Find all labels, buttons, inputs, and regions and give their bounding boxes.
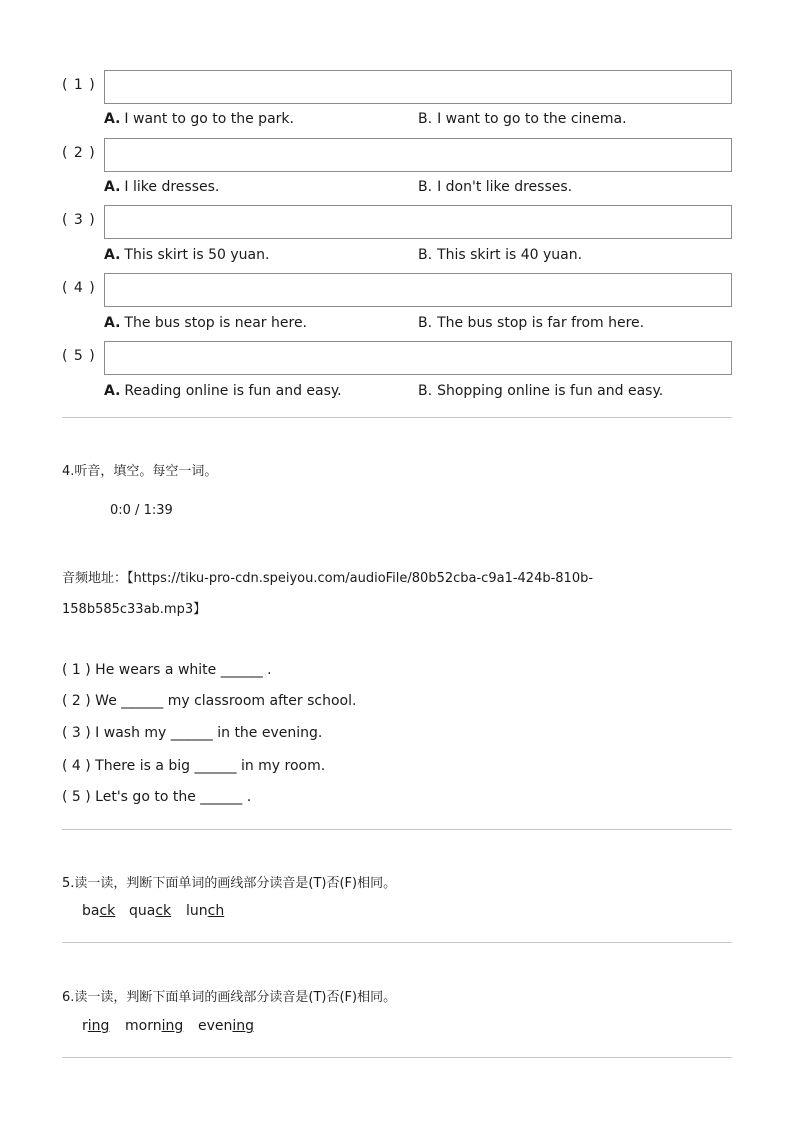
section-divider <box>62 417 732 418</box>
section-divider <box>62 942 732 943</box>
option-a[interactable]: A. This skirt is 50 yuan. <box>104 247 270 263</box>
audio-url[interactable]: 音频地址：【https://tiku-pro-cdn.speiyou.com/audioFile/80b52cba-c9a1-424b-810b- <box>62 571 594 586</box>
option-b[interactable]: B. I don't like dresses. <box>418 179 573 195</box>
option-b[interactable]: B. The bus stop is far from here. <box>418 315 645 331</box>
option-b[interactable]: B. Shopping online is fun and easy. <box>418 383 664 399</box>
word-evening: evening <box>198 1018 255 1034</box>
answer-box[interactable] <box>104 138 732 172</box>
question-number: ( 1 ) <box>62 77 96 93</box>
answer-box[interactable] <box>104 70 732 104</box>
word-lunch: lunch <box>186 903 225 919</box>
question-number: ( 3 ) <box>62 212 96 228</box>
section-5-title: 5.读一读，判断下面单词的画线部分读音是(T)否(F)相同。 <box>62 876 397 891</box>
question-number: ( 5 ) <box>62 348 96 364</box>
word-morning: morning <box>125 1018 184 1034</box>
option-a[interactable]: A. The bus stop is near here. <box>104 315 308 331</box>
fill-item-5: ( 5 ) Let's go to the ______ . <box>62 789 252 805</box>
audio-player-time[interactable]: 0:0 / 1:39 <box>110 503 173 518</box>
fill-item-2: ( 2 ) We ______ my classroom after school. <box>62 693 357 709</box>
section-6-title: 6.读一读，判断下面单词的画线部分读音是(T)否(F)相同。 <box>62 990 397 1005</box>
option-a[interactable]: A. I want to go to the park. <box>104 111 294 127</box>
word-back: back <box>82 903 116 919</box>
fill-item-1: ( 1 ) He wears a white ______ . <box>62 662 272 678</box>
section-divider <box>62 829 732 830</box>
fill-item-3: ( 3 ) I wash my ______ in the evening. <box>62 725 323 741</box>
question-number: ( 4 ) <box>62 280 96 296</box>
section-divider <box>62 1057 732 1058</box>
option-a[interactable]: A. I like dresses. <box>104 179 220 195</box>
word-quack: quack <box>129 903 172 919</box>
option-a[interactable]: A. Reading online is fun and easy. <box>104 383 342 399</box>
section-4-title: 4.听音，填空。每空一词。 <box>62 464 218 479</box>
question-number: ( 2 ) <box>62 145 96 161</box>
answer-box[interactable] <box>104 205 732 239</box>
answer-box[interactable] <box>104 273 732 307</box>
option-b[interactable]: B. I want to go to the cinema. <box>418 111 627 127</box>
audio-url-continued[interactable]: 158b585c33ab.mp3】 <box>62 602 207 617</box>
fill-item-4: ( 4 ) There is a big ______ in my room. <box>62 758 326 774</box>
option-b[interactable]: B. This skirt is 40 yuan. <box>418 247 583 263</box>
word-ring: ring <box>82 1018 110 1034</box>
answer-box[interactable] <box>104 341 732 375</box>
